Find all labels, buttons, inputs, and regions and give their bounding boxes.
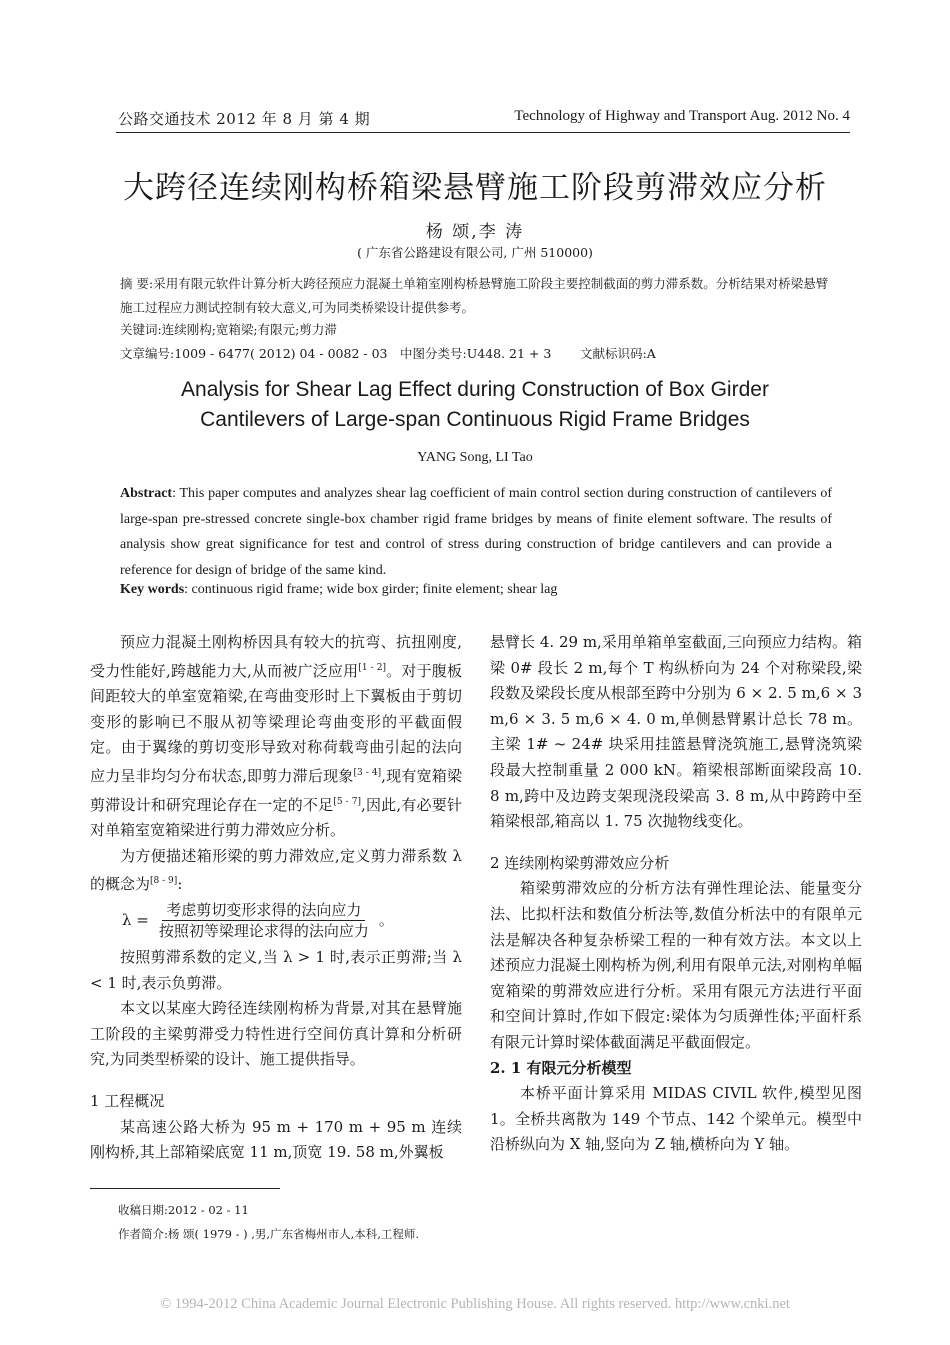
title-cn: 大跨径连续刚构桥箱梁悬臂施工阶段剪滞效应分析 (123, 170, 827, 206)
copyright-watermark: © 1994-2012 China Academic Journal Electronic Publishing House. All rights reserved. http://www.cnki.net (160, 1296, 790, 1312)
abstract-en-text: : This paper computes and analyzes shear lag coefficient of main control section during construction of cantilevers of large-span pre-stressed concrete single-box chamber rigid frame bridges by means of finite element software. The results of analysis show great significance for test and control of stress during construction of bridge cantilevers and can provide a reference for design of bridge of the same kind. (120, 486, 832, 578)
paragraph: 本桥平面计算采用 MIDAS CIVIL 软件,模型见图 1。全桥共离散为 149 个节点、142 个梁单元。模型中沿桥纵向为 X 轴,竖向为 Z 轴,横桥向为 Y 轴。 (490, 1084, 862, 1154)
footnote (118, 1198, 419, 1246)
document-code: 文献标识码:A (580, 346, 656, 361)
formula-denominator: 按照初等梁理论求得的法向应力 (158, 921, 369, 940)
abstract-cn-label: 摘 要: (120, 276, 154, 291)
article-number: 文章编号:1009 - 6477( 2012) 04 - 0082 - 03 (120, 346, 388, 361)
paragraph: 预应力混凝土刚构桥因具有较大的抗弯、抗扭刚度,受力性能好,跨越能力大,从而被广泛应用[1 - 2]。对于腹板间距较大的单室宽箱梁,在弯曲变形时上下翼板由于剪切变形的影响已不服从初等梁理论弯曲变形的平截面假定。由于翼缘的剪切变形导致对称荷载弯曲引起的法向应力呈非均匀分布状态,即剪力滞后现象[3 - 4],现有宽箱梁剪滞设计和研究理论存在一定的不足[5 - 7],因此,有必要针对单箱室宽箱梁进行剪力滞效应分析。 (90, 633, 462, 840)
keywords-en (120, 582, 557, 598)
formula-end: 。 (378, 910, 394, 929)
paragraph: 某高速公路大桥为 95 m + 170 m + 95 m 连续刚构桥,其上部箱梁底宽 11 m,顶宽 19. 58 m,外翼板 (90, 1117, 462, 1162)
section-heading-2-1: 2. 1 有限元分析模型 (490, 1058, 632, 1077)
journal-header-cn: 公路交通技术 2012 年 8 月 第 4 期 (118, 110, 371, 128)
received-date: 收稿日期:2012 - 02 - 11 (118, 1203, 249, 1217)
formula-fraction (155, 900, 373, 941)
section-heading-1: 1 工程概况 (90, 1091, 165, 1110)
author-bio: 作者简介:杨 颂( 1979 - ) ,男,广东省梅州市人,本科,工程师. (118, 1227, 420, 1241)
authors-en: YANG Song, LI Tao (417, 450, 533, 465)
title-en (0, 375, 950, 435)
keywords-en-text: : continuous rigid frame; wide box girder; finite element; shear lag (184, 582, 558, 597)
citation: [5 - 7] (333, 796, 361, 807)
keywords-cn (120, 318, 337, 342)
section-heading-2: 2 连续刚构梁剪滞效应分析 (490, 853, 670, 872)
keywords-cn-text: 连续刚构;宽箱梁;有限元;剪力滞 (161, 322, 337, 337)
keywords-en-label: Key words (120, 582, 185, 597)
paragraph: 箱梁剪滞效应的分析方法有弹性理论法、能量变分法、比拟杆法和数值分析法等,数值分析法中的有限单元法是解决各种复杂桥梁工程的一种有效方法。本文以上述预应力混凝土刚构桥为例,利用有限单元法,对刚构单幅宽箱梁的剪滞效应进行分析。采用有限元方法进行平面和空间计算时,作如下假定:梁体为匀质弹性体;平面杆系有限元计算时梁体截面满足平截面假定。 (490, 879, 862, 1051)
article-meta (120, 342, 840, 366)
affiliation-cn: ( 广东省公路建设有限公司, 广州 510000) (357, 245, 593, 260)
paragraph: 悬臂长 4. 29 m,采用单箱单室截面,三向预应力结构。箱梁 0# 段长 2 m,每个 T 构纵桥向为 24 个对称梁段,梁段数及梁段长度从根部至跨中分别为 6 × 2. 5 m,6 × 3 m,6 × 3. 5 m,6 × 4. 0 m,单侧悬臂累计总长 78 m。主梁 1# ~ 24# 块采用挂篮悬臂浇筑施工,悬臂浇筑梁段最大控制重量 2 000 kN。箱梁根部断面梁段高 10. 8 m,跨中及边跨支架现浇段梁高 3. 8 m,从中跨跨中至箱梁根部,箱高以 1. 75 次抛物线变化。 (490, 633, 862, 831)
footnote-rule (90, 1188, 280, 1189)
body-column-right (490, 630, 862, 1158)
body-column-left (90, 630, 462, 1166)
header-rule (116, 132, 850, 133)
citation: [3 - 4] (353, 767, 382, 778)
abstract-en (120, 481, 832, 583)
authors-cn: 杨 颂,李 涛 (425, 222, 525, 242)
formula-numerator: 考虑剪切变形求得的法向应力 (162, 900, 365, 921)
citation: [8 - 9] (150, 876, 178, 887)
citation: [1 - 2] (358, 662, 386, 673)
title-en-line2: Cantilevers of Large-span Continuous Rigid Frame Bridges (200, 408, 750, 431)
keywords-cn-label: 关键词: (120, 322, 162, 337)
title-en-line1: Analysis for Shear Lag Effect during Construction of Box Girder (181, 378, 769, 401)
paragraph: 按照剪滞系数的定义,当 λ > 1 时,表示正剪滞;当 λ < 1 时,表示负剪滞。 (90, 947, 462, 992)
formula-lhs: λ = (122, 910, 149, 929)
paragraph: 本文以某座大跨径连续刚构桥为背景,对其在悬臂施工阶段的主梁剪滞受力特性进行空间仿真计算和分析研究,为同类型桥梁的设计、施工提供指导。 (90, 999, 462, 1069)
abstract-cn (120, 272, 840, 320)
abstract-en-label: Abstract (120, 486, 173, 501)
clc-number: 中图分类号:U448. 21 + 3 (400, 346, 552, 361)
shear-lag-formula (122, 900, 462, 941)
paragraph: 为方便描述箱形梁的剪力滞效应,定义剪力滞系数 λ 的概念为[8 - 9]: (90, 846, 462, 894)
abstract-cn-text: 采用有限元软件计算分析大跨径预应力混凝土单箱室刚构桥悬臂施工阶段主要控制截面的剪力滞系数。分析结果对桥梁悬臂施工过程应力测试控制有较大意义,可为同类桥梁设计提供参考。 (120, 276, 829, 315)
journal-header-en: Technology of Highway and Transport Aug. 2012 No. 4 (514, 108, 850, 124)
